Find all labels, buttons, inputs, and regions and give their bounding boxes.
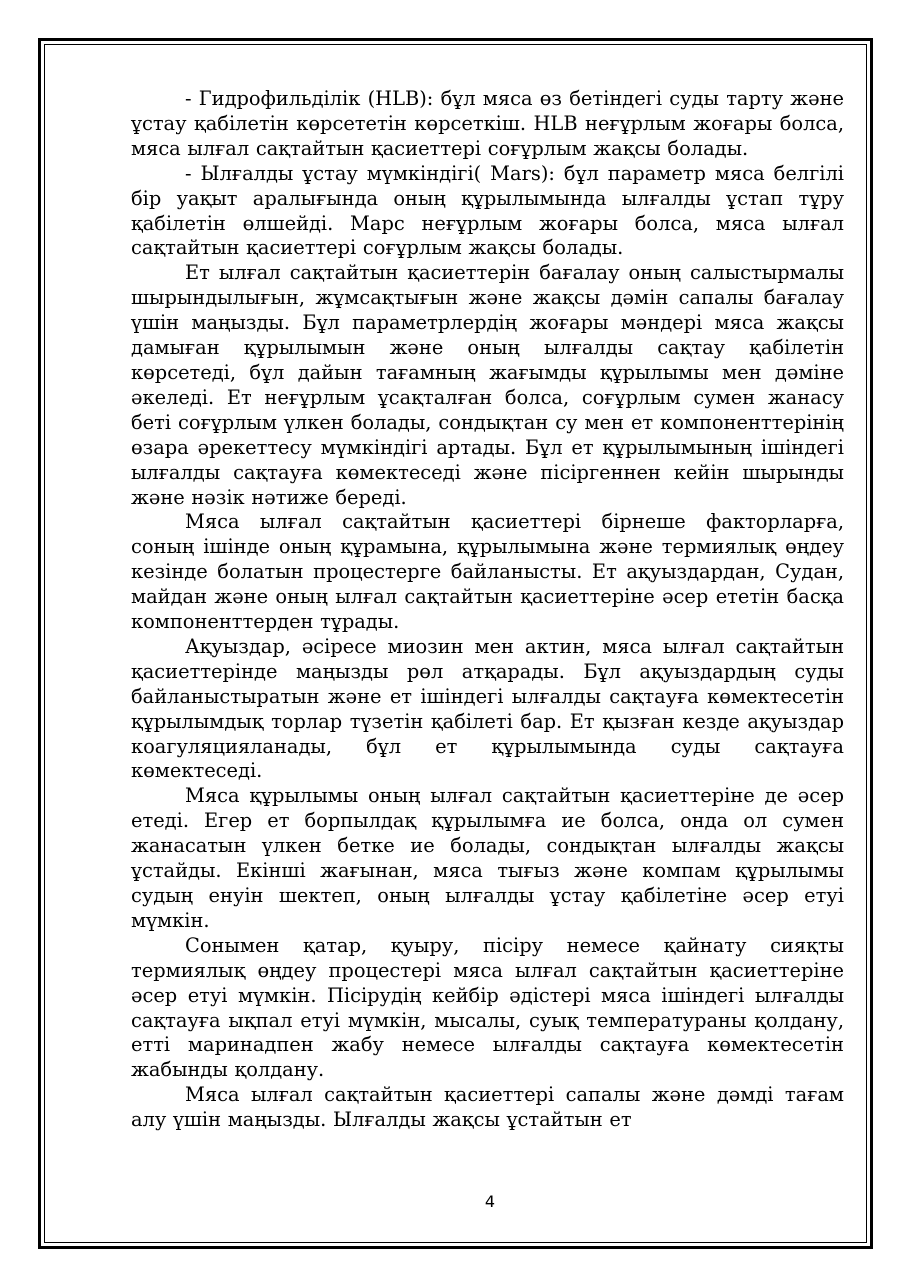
paragraph-evaluation: Ет ылғал сақтайтын қасиеттерін бағалау оның салыстырмалы шырындылығын, жұмсақтығын және жақсы дәмін сапалы бағалау үшін маңызды. Бұл параметрлердің жоғары мәндері мяса жақсы дамыған құрылымын және оның ылғалды сақтау қабілетін көрсетеді, бұл дайын тағамның жағымды құрылымы мен дәміне әкеледі. Ет неғұрлым ұсақталған болса, соғұрлым сумен жанасу беті соғұрлым үлкен болады, сондықтан су мен ет компоненттерінің өзара әрекеттесу мүмкіндігі артады. Бұл ет құрылымының ішіндегі ылғалды сақтауға көмектеседі және пісіргеннен кейін шырынды және нәзік нәтиже береді. xyxy=(131,261,844,509)
paragraph-hlb: - Гидрофильділік (HLB): бұл мяса өз бетіндегі суды тарту және ұстау қабілетін көрсететін көрсеткіш. HLB неғұрлым жоғары болса, мяса ылғал сақтайтын қасиеттері соғұрлым жақсы болады. xyxy=(131,87,844,160)
paragraph-conclusion: Мяса ылғал сақтайтын қасиеттері сапалы және дәмді тағам алу үшін маңызды. Ылғалды жақсы ұстайтын ет xyxy=(131,1083,844,1132)
paragraph-structure: Мяса құрылымы оның ылғал сақтайтын қасиеттеріне де әсер етеді. Егер ет борпылдақ құрылымға ие болса, онда ол сумен жанасатын үлкен бетке ие болады, сондықтан ылғалды жақсы ұстайды. Екінші жағынан, мяса тығыз және компам құрылымы судың енуін шектеп, оның ылғалды ұстау қабілетіне әсер етуі мүмкін. xyxy=(131,784,844,932)
paragraph-proteins: Ақуыздар, әсіресе миозин мен актин, мяса ылғал сақтайтын қасиеттерінде маңызды рөл атқарады. Бұл ақуыздардың суды байланыстыратын және ет ішіндегі ылғалды сақтауға көмектесетін құрылымдық торлар түзетін қабілеті бар. Ет қызған кезде ақуыздар коагуляцияланады, бұл ет құрылымында суды сақтауға көмектеседі. xyxy=(131,634,844,783)
document-body xyxy=(131,87,844,1133)
page-number: 4 xyxy=(484,1192,496,1211)
paragraph-thermal: Сонымен қатар, қуыру, пісіру немесе қайнату сияқты термиялық өңдеу процестері мяса ылғал сақтайтын қасиеттеріне әсер етуі мүмкін. Пісірудің кейбір әдістері мяса ішіндегі ылғалды сақтауға ықпал етуі мүмкін, мысалы, суық температураны қолдану, етті маринадпен жабу немесе ылғалды сақтауға көмектесетін жабынды қолдану. xyxy=(131,933,844,1082)
paragraph-mars: - Ылғалды ұстау мүмкіндігі( Mars): бұл параметр мяса белгілі бір уақыт аралығында оның құрылымында ылғалды ұстап тұру қабілетін өлшейді. Марс неғұрлым жоғары болса, мяса ылғал сақтайтын қасиеттері соғұрлым жақсы болады. xyxy=(131,161,844,260)
paragraph-factors: Мяса ылғал сақтайтын қасиеттері бірнеше факторларға, соның ішінде оның құрамына, құрылымына және термиялық өңдеу кезінде болатын процестерге байланысты. Ет ақуыздардан, Судан, майдан және оның ылғал сақтайтын қасиеттеріне әсер ететін басқа компоненттерден тұрады. xyxy=(131,510,844,634)
